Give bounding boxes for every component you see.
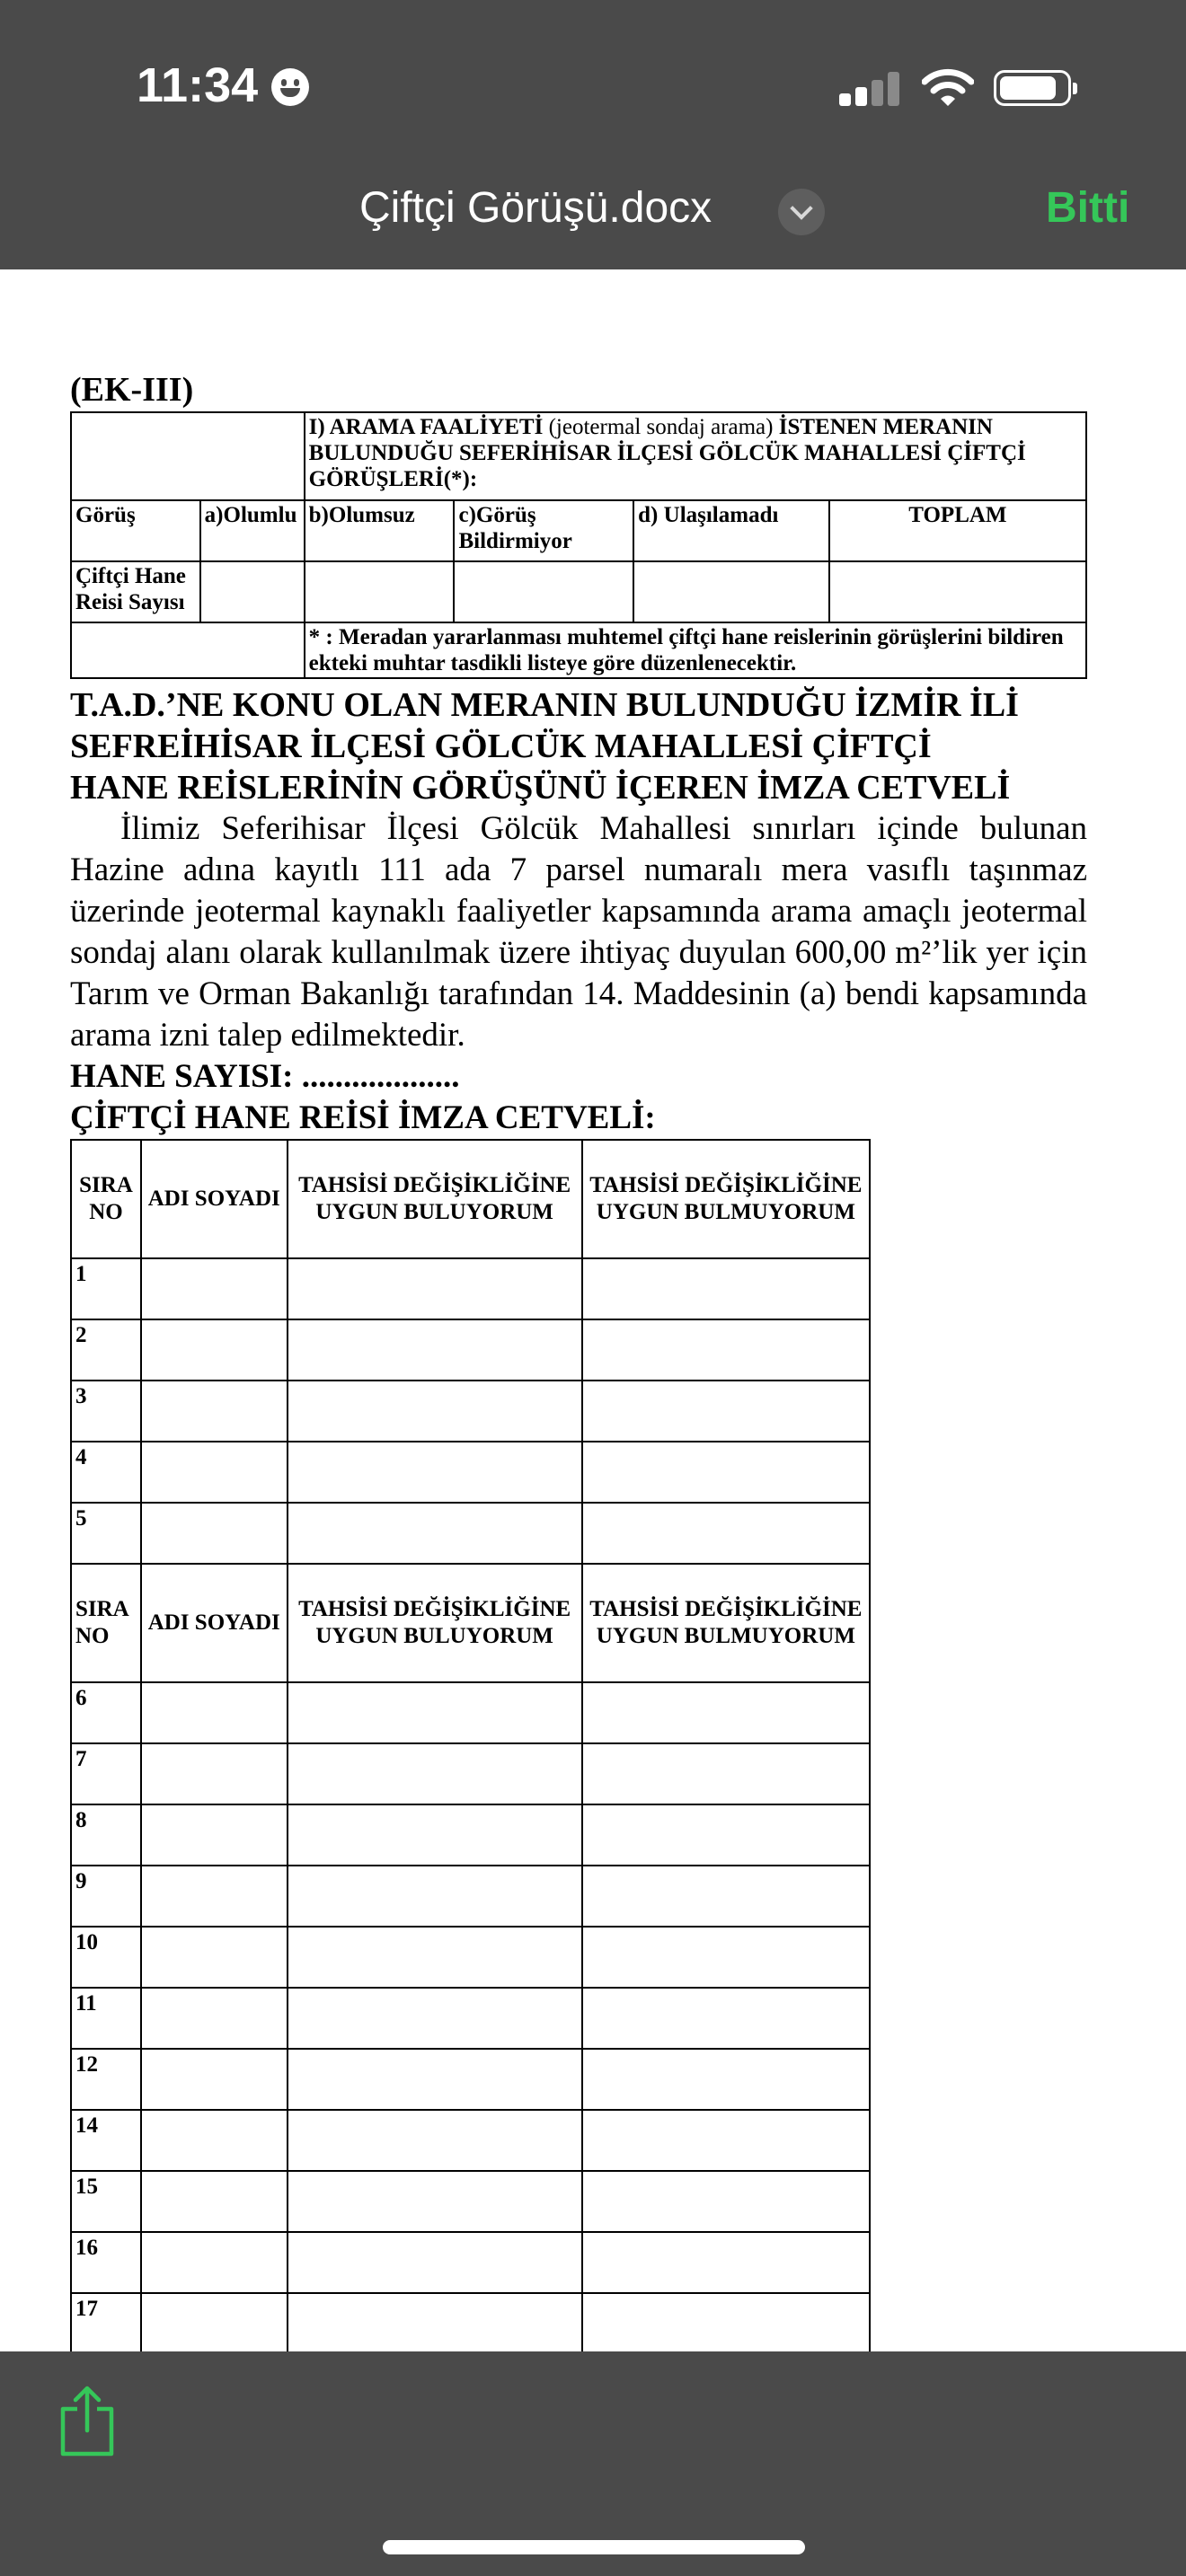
empty-cell [71,412,305,500]
disapprove-cell[interactable] [582,1381,870,1442]
row-number: 16 [71,2232,141,2293]
table-row [71,1988,870,2049]
done-button[interactable]: Bitti [1046,184,1130,232]
approve-cell[interactable] [288,1927,582,1988]
table-row [71,1682,870,1743]
chevron-down-icon[interactable] [778,189,825,235]
row-number: 2 [71,1319,141,1381]
cell-no-opinion[interactable] [454,561,633,622]
row-number: 3 [71,1381,141,1442]
approve-cell[interactable] [288,2232,582,2293]
empty-cell [71,622,305,678]
row-number: 14 [71,2110,141,2171]
row-number: 11 [71,1988,141,2049]
cell-total[interactable] [829,561,1086,622]
document-title[interactable]: Çiftçi Görüşü.docx [359,184,712,232]
disapprove-cell[interactable] [582,1743,870,1804]
header-name: ADI SOYADI [141,1564,288,1682]
name-cell[interactable] [141,2049,288,2110]
approve-cell[interactable] [288,2293,582,2354]
disapprove-cell[interactable] [582,1319,870,1381]
header-unreachable: d) Ulaşılamadı [633,500,829,561]
focus-mode-icon [271,68,309,106]
cell-negative[interactable] [305,561,455,622]
name-cell[interactable] [141,1258,288,1319]
approve-cell[interactable] [288,1866,582,1927]
row-number: 10 [71,1927,141,1988]
summary-table [70,411,1087,679]
header-approve: TAHSİSİ DEĞİŞİKLİĞİNE UYGUN BULUYORUM [288,1140,582,1258]
name-cell[interactable] [141,1319,288,1381]
name-cell[interactable] [141,1988,288,2049]
signature-table [70,1139,871,2355]
disapprove-cell[interactable] [582,2232,870,2293]
disapprove-cell[interactable] [582,2293,870,2354]
row-number: 4 [71,1442,141,1503]
row-number: 8 [71,1804,141,1866]
disapprove-cell[interactable] [582,2110,870,2171]
table-row [71,1381,870,1442]
row-label-households: Çiftçi Hane Reisi Sayısı [71,561,200,622]
cellular-signal-icon [839,72,900,106]
body-paragraph: İlimiz Seferihisar İlçesi Gölcük Mahallesi sınırları içinde bulunan Hazine adına kayıtlı 111 ada 7 parsel numaralı mera vasıflı taşınmaz üzerinde jeotermal kaynaklı faaliyetler kapsamında arama amaçlı jeotermal sondaj alanı olarak kullanılmak üzere ihtiyaç duyulan 600,00 m²’lik yer için Tarım ve Orman Bakanlığı tarafından 14. Maddesinin (a) bendi kapsamında arama izni talep edilmektedir. [70,810,1087,1054]
table-row [71,1866,870,1927]
header-no-opinion: c)Görüş Bildirmiyor [454,500,633,561]
approve-cell[interactable] [288,1319,582,1381]
table-row [71,1804,870,1866]
row-number: 17 [71,2293,141,2354]
header-total: TOPLAM [829,500,1086,561]
table-row [71,1319,870,1381]
header-row-no: SIRA NO [71,1564,141,1682]
heading-line: HANE REİSLERİNİN GÖRÜŞÜNÜ İÇEREN İMZA CETVELİ [70,769,1011,807]
row-number: 5 [71,1503,141,1564]
row-number: 6 [71,1682,141,1743]
header-positive: a)Olumlu [200,500,305,561]
disapprove-cell[interactable] [582,1804,870,1866]
table-row [71,2171,870,2232]
table-row [71,2293,870,2354]
header-disapprove: TAHSİSİ DEĞİŞİKLİĞİNE UYGUN BULMUYORUM [582,1564,870,1682]
document-page [70,368,1087,2355]
approve-cell[interactable] [288,1442,582,1503]
approve-cell[interactable] [288,1381,582,1442]
header-row-no: SIRA NO [71,1140,141,1258]
name-cell[interactable] [141,2171,288,2232]
name-cell[interactable] [141,2293,288,2354]
row-number: 9 [71,1866,141,1927]
header-view: Görüş [71,500,200,561]
battery-icon [994,70,1071,106]
disapprove-cell[interactable] [582,1988,870,2049]
name-cell[interactable] [141,1866,288,1927]
disapprove-cell[interactable] [582,1442,870,1503]
table-row [71,1743,870,1804]
household-count: HANE SAYISI: ................... [70,1058,460,1095]
approve-cell[interactable] [288,1988,582,2049]
table-row [71,1442,870,1503]
table-row [71,2049,870,2110]
share-icon[interactable] [58,2386,117,2457]
table-row [71,1503,870,1564]
approve-cell[interactable] [288,1258,582,1319]
disapprove-cell[interactable] [582,1258,870,1319]
name-cell[interactable] [141,1381,288,1442]
name-cell[interactable] [141,2110,288,2171]
cell-positive[interactable] [200,561,305,622]
name-cell[interactable] [141,1927,288,1988]
table-row [71,1258,870,1319]
approve-cell[interactable] [288,1503,582,1564]
summary-footnote: * : Meradan yararlanması muhtemel çiftçi hane reislerinin görüşlerini bildiren ekteki muhtar tasdikli listeye göre düzenlenecektir. [305,622,1086,678]
row-number: 1 [71,1258,141,1319]
document-heading [70,684,1087,808]
name-cell[interactable] [141,1442,288,1503]
row-number: 12 [71,2049,141,2110]
header-approve: TAHSİSİ DEĞİŞİKLİĞİNE UYGUN BULUYORUM [288,1564,582,1682]
annex-label: (EK-III) [70,371,194,409]
approve-cell[interactable] [288,1682,582,1743]
wifi-icon [922,68,974,108]
home-indicator[interactable] [383,2540,805,2554]
disapprove-cell[interactable] [582,2049,870,2110]
heading-line: T.A.D.’NE KONU OLAN MERANIN BULUNDUĞU İZMİR İLİ [70,686,1019,724]
approve-cell[interactable] [288,2049,582,2110]
table-row [71,1927,870,1988]
approve-cell[interactable] [288,2110,582,2171]
row-number: 15 [71,2171,141,2232]
table-row [71,2232,870,2293]
disapprove-cell[interactable] [582,1503,870,1564]
name-cell[interactable] [141,1682,288,1743]
disapprove-cell[interactable] [582,1866,870,1927]
summary-title: I) ARAMA FAALİYETİ (jeotermal sondaj arama) İSTENEN MERANIN BULUNDUĞU SEFERİHİSAR İLÇESİ GÖLCÜK MAHALLESİ ÇİFTÇİ GÖRÜŞLERİ(*): [305,412,1086,500]
header-negative: b)Olumsuz [305,500,455,561]
signature-table-title: ÇİFTÇİ HANE REİSİ İMZA CETVELİ: [70,1099,656,1136]
name-cell[interactable] [141,1804,288,1866]
header-disapprove: TAHSİSİ DEĞİŞİKLİĞİNE UYGUN BULMUYORUM [582,1140,870,1258]
disapprove-cell[interactable] [582,1682,870,1743]
approve-cell[interactable] [288,1804,582,1866]
row-number: 7 [71,1743,141,1804]
status-time: 11:34 [137,58,259,112]
disapprove-cell[interactable] [582,2171,870,2232]
approve-cell[interactable] [288,2171,582,2232]
cell-unreachable[interactable] [633,561,829,622]
heading-line: SEFREİHİSAR İLÇESİ GÖLCÜK MAHALLESİ ÇİFTÇİ [70,728,932,765]
table-row [71,2110,870,2171]
approve-cell[interactable] [288,1743,582,1804]
disapprove-cell[interactable] [582,1927,870,1988]
name-cell[interactable] [141,1503,288,1564]
name-cell[interactable] [141,2232,288,2293]
name-cell[interactable] [141,1743,288,1804]
header-name: ADI SOYADI [141,1140,288,1258]
